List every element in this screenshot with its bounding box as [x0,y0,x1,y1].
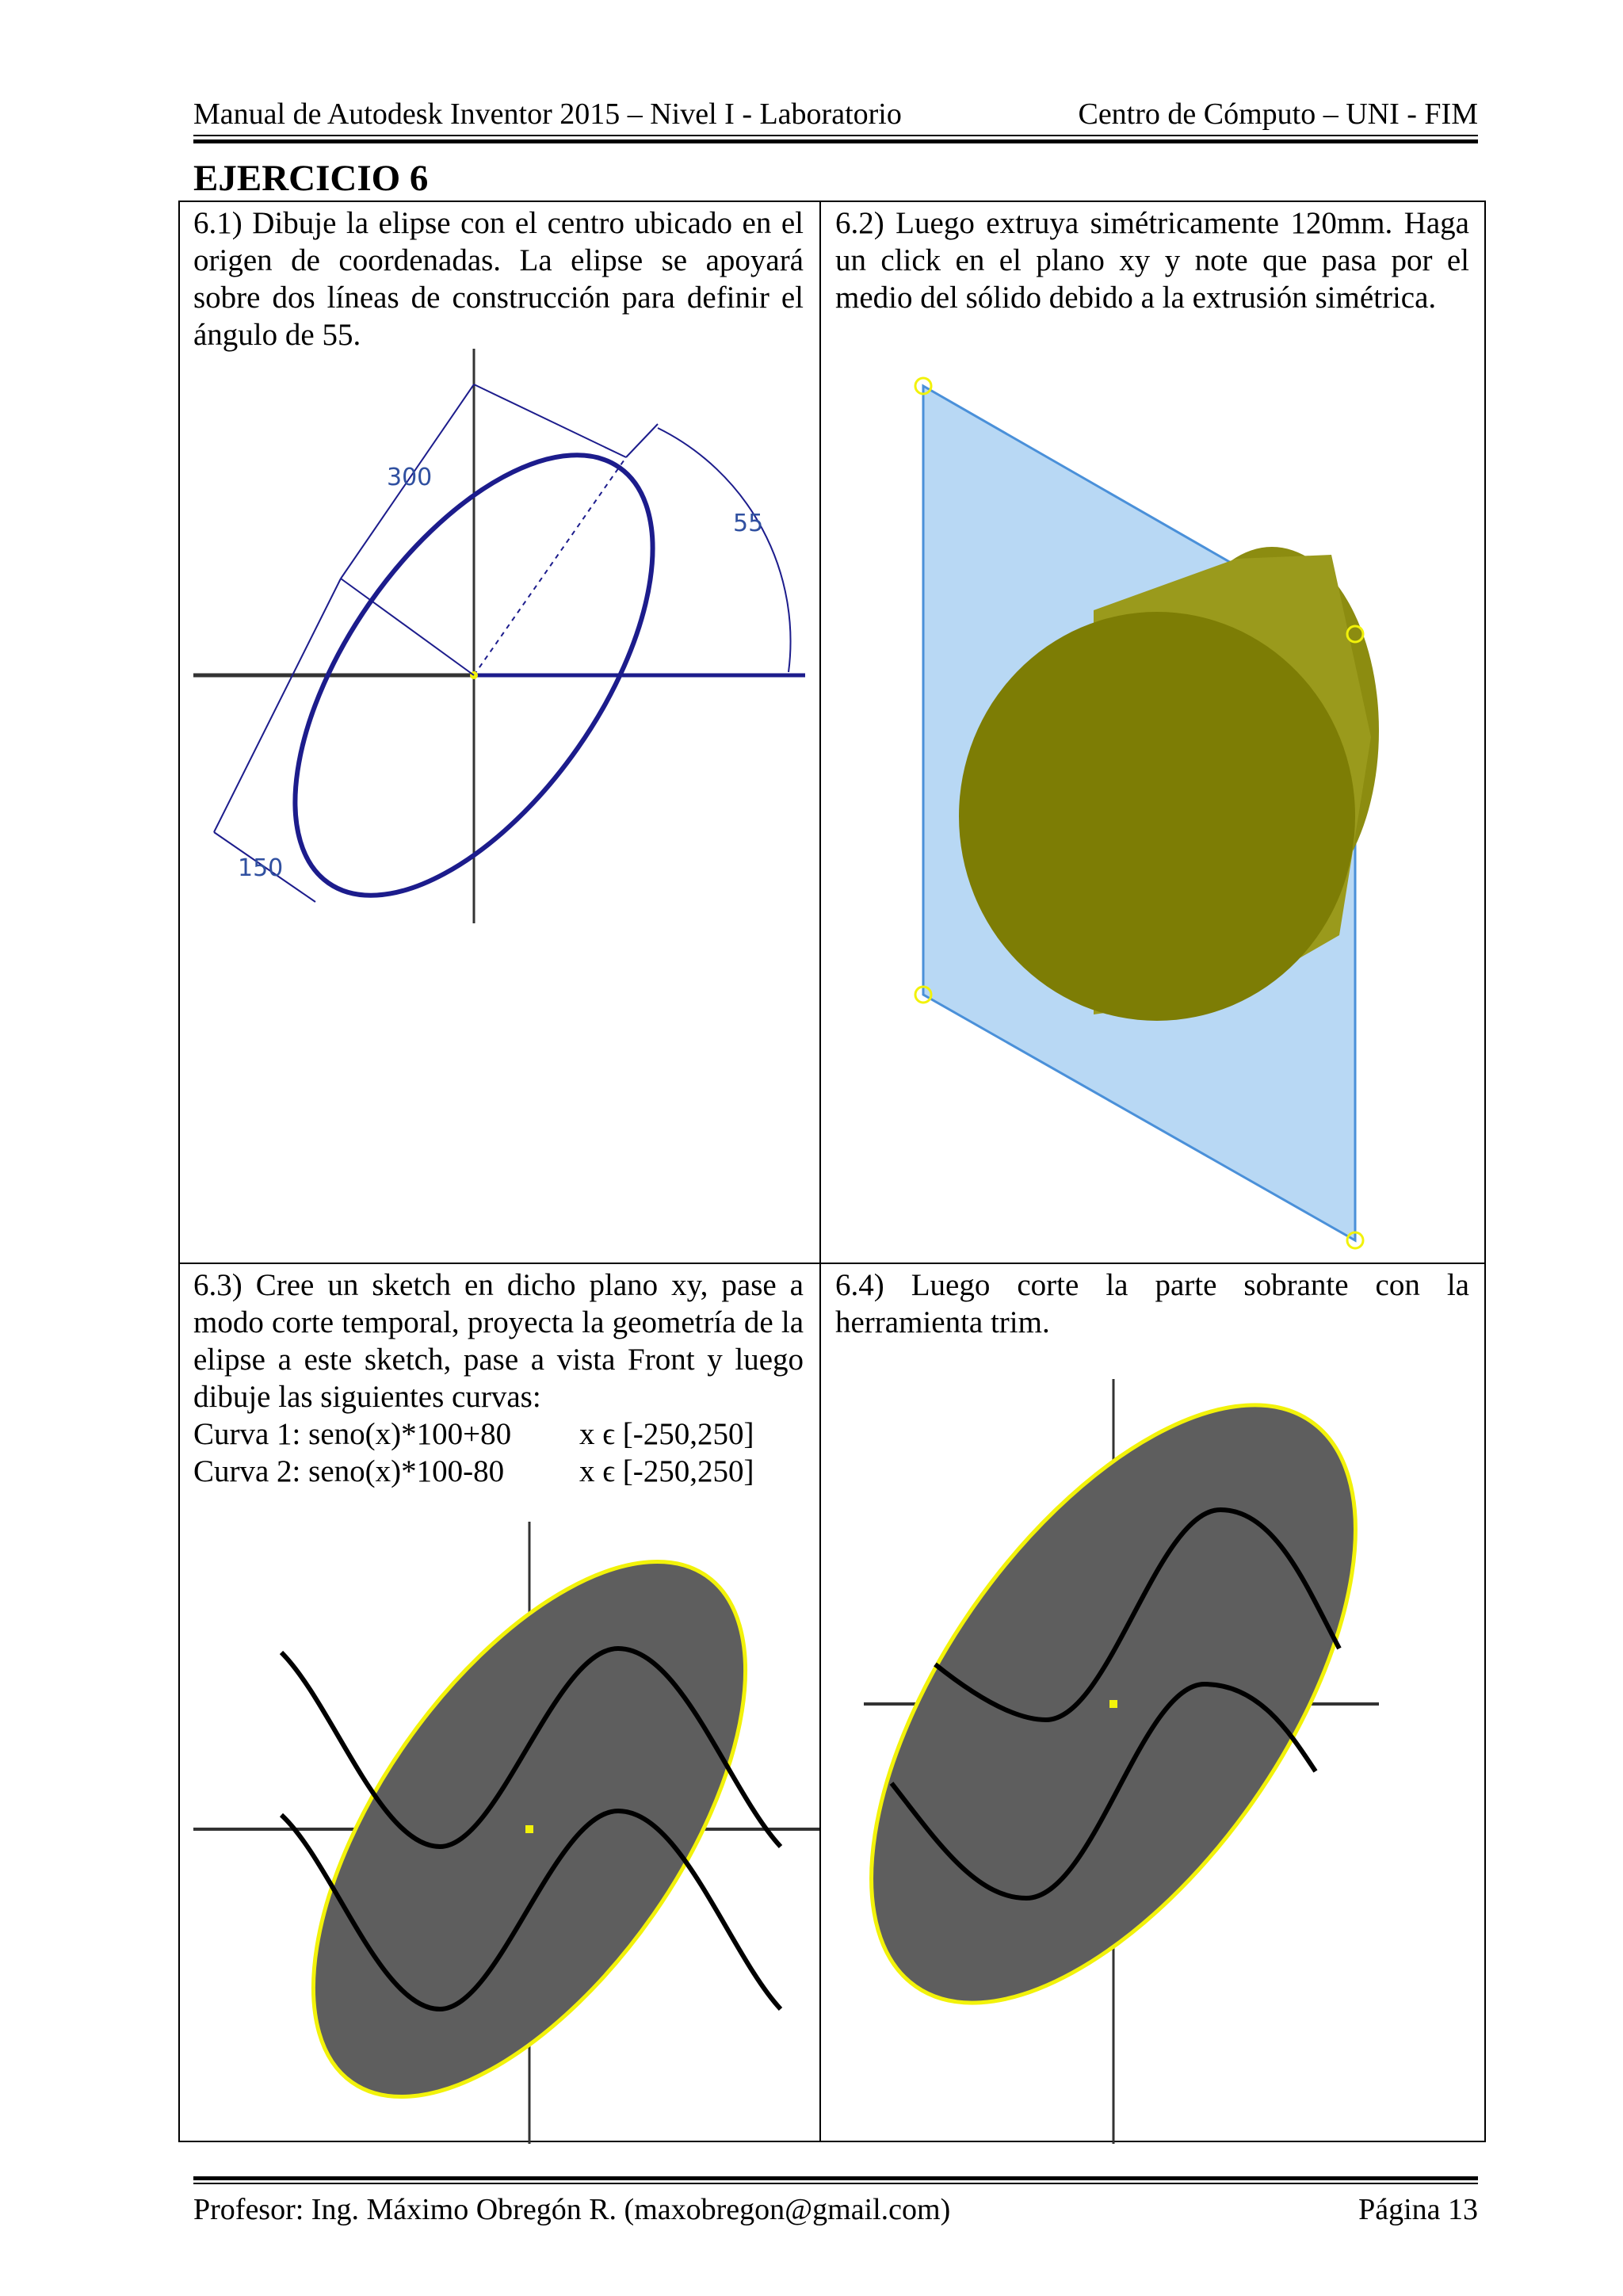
dim-300-text: 300 [387,464,433,491]
footer-left: Profesor: Ing. Máximo Obregón R. (maxobregon@gmail.com) [193,2193,951,2226]
dim-300-extension-2 [341,579,474,675]
footer-right: Página 13 [1358,2193,1478,2226]
dim-150-text: 150 [238,854,284,882]
sketch-curves-drawing [193,1490,830,2169]
ellipse-sketch-drawing [193,349,805,956]
dim-55-text: 55 [733,510,764,537]
footer-rule-thin [193,2183,1478,2184]
cell-6-2-paragraph: 6.2) Luego extruya simétricamente 120mm. Haga un click en el plano xy y note que pasa por el medio del sólido debido a la extrusión simétrica. [835,206,1469,315]
cell-6-1-paragraph: 6.1) Dibuje la elipse con el centro ubicado en el origen de coordenadas. La elipse se apoyará sobre dos líneas de construcción para definir el ángulo de 55. [193,206,804,352]
cell-6-4-paragraph: 6.4) Luego corte la parte sobrante con la herramienta trim. [835,1268,1469,1339]
dim-300-extension [474,384,626,457]
origin-point-6-3 [525,1825,533,1833]
angle-arc [658,428,791,672]
header-right: Centro de Cómputo – UNI - FIM [1078,97,1478,131]
curva-1-range: x ϵ [-250,250] [579,1417,754,1451]
header-left: Manual de Autodesk Inventor 2015 – Nivel I - Laboratorio [193,97,902,131]
footer-rule-thick [193,2176,1478,2180]
exercise-title: EJERCICIO 6 [193,158,429,199]
curva-2-label: Curva 2: seno(x)*100-80 [193,1454,505,1488]
construction-line-angled [474,457,626,675]
curva-1-label: Curva 1: seno(x)*100+80 [193,1417,512,1451]
angle-extension [626,424,658,457]
dim-150-extension [214,579,341,832]
trimmed-drawing [776,1324,1450,2144]
solid-front-face [959,612,1355,1021]
origin-point-6-4 [1109,1700,1117,1708]
extrusion-drawing [915,378,1379,1248]
curva-2-range: x ϵ [-250,250] [579,1454,754,1488]
cell-6-3-paragraph: 6.3) Cree un sketch en dicho plano xy, pase a modo corte temporal, proyecta la geometría de la elipse a este sketch, pase a vista Front y luego dibuje las siguientes curvas: [193,1268,804,1414]
